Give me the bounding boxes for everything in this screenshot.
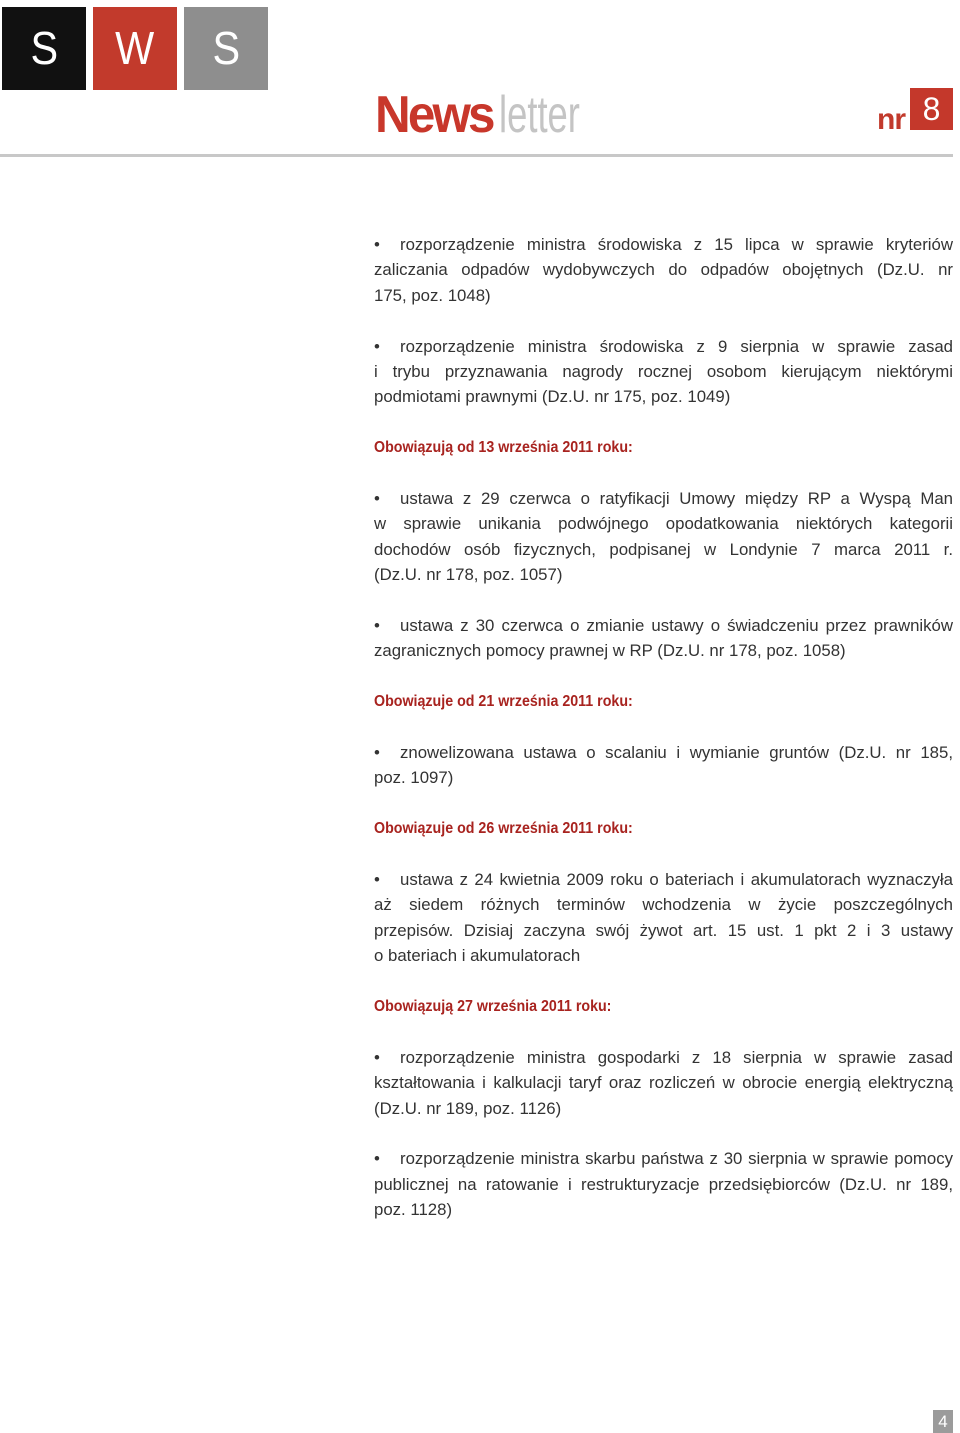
header-divider: [0, 154, 953, 157]
item-line: o bateriach i akumulatorach: [374, 946, 581, 966]
item-line: 175, poz. 1048): [374, 285, 491, 305]
item-line: w sprawie unikania podwójnego opodatkowania niektórych kategorii: [374, 514, 953, 534]
title-bold-part: News: [375, 86, 493, 144]
item-line: [374, 1045, 953, 1070]
item-line: aż siedem różnych terminów wchodzenia w życie poszczególnych: [374, 895, 953, 915]
item-line: kształtowania i kalkulacji taryf oraz rozliczeń w obrocie energią elektryczną: [374, 1073, 953, 1093]
logo-letter: S: [30, 22, 58, 74]
page-number: 4: [933, 1410, 953, 1433]
bullet-icon: [374, 232, 400, 257]
bullet-icon: [374, 613, 400, 638]
list-item: [374, 613, 953, 664]
list-item: [374, 1146, 953, 1222]
list-item: [374, 740, 953, 791]
item-text: rozporządzenie ministra środowiska z 15 lipca w sprawie kryteriów: [400, 235, 953, 254]
heading-text: Obowiązuje od 21 września 2011 roku:: [374, 693, 633, 711]
bullet-icon: [374, 1045, 400, 1070]
item-line: przepisów. Dzisiaj zaczyna swój żywot art. 15 ust. 1 pkt 2 i 3 ustawy: [374, 920, 953, 940]
logo-box-w: [93, 7, 177, 90]
item-line: zagranicznych pomocy prawnej w RP (Dz.U. nr 178, poz. 1058): [374, 641, 846, 661]
bullet-icon: [374, 867, 400, 892]
item-line: [374, 1146, 953, 1171]
issue-number-badge: 8: [910, 88, 953, 130]
item-line: poz. 1128): [374, 1200, 453, 1220]
item-line: zaliczania odpadów wydobywczych do odpadów obojętnych (Dz.U. nr: [374, 260, 953, 280]
list-item: [374, 232, 953, 308]
section-heading: [374, 689, 953, 714]
bullet-icon: [374, 334, 400, 359]
item-line: podmiotami prawnymi (Dz.U. nr 175, poz. 1049): [374, 387, 731, 407]
list-item: [374, 334, 953, 410]
section-heading: [374, 994, 953, 1019]
logo-box-s1: [2, 7, 86, 90]
item-text: ustawa z 24 kwietnia 2009 roku o bateriach i akumulatorach wyznaczyła: [400, 870, 953, 890]
issue-prefix: nr: [877, 103, 905, 136]
logo-letter: S: [212, 22, 240, 74]
item-text: rozporządzenie ministra środowiska z 9 sierpnia w sprawie zasad: [400, 336, 953, 356]
heading-text: Obowiązują od 13 września 2011 roku:: [374, 439, 633, 457]
item-line: publicznej na ratowanie i restrukturyzacje przedsiębiorców (Dz.U. nr 189,: [374, 1174, 953, 1194]
bullet-icon: [374, 740, 400, 765]
title-light-part: letter: [498, 86, 580, 144]
heading-text: Obowiązują 27 września 2011 roku:: [374, 998, 612, 1016]
item-line: [374, 740, 953, 765]
item-line: [374, 613, 953, 638]
heading-text: Obowiązuje od 26 września 2011 roku:: [374, 820, 633, 838]
item-text: znowelizowana ustawa o scalaniu i wymianie gruntów (Dz.U. nr 185,: [400, 743, 953, 763]
item-line: [374, 867, 953, 892]
logo-box-s2: [184, 7, 268, 90]
bullet-icon: [374, 1146, 400, 1171]
list-item: [374, 486, 953, 588]
item-text: ustawa z 30 czerwca o zmianie ustawy o świadczeniu przez prawników: [400, 616, 953, 636]
item-line: (Dz.U. nr 178, poz. 1057): [374, 565, 563, 585]
logo-letter: W: [115, 22, 155, 74]
item-line: [374, 334, 953, 359]
item-line: i trybu przyznawania nagrody rocznej osobom kierującym niektórymi: [374, 362, 953, 382]
item-line: dochodów osób fizycznych, podpisanej w Londynie 7 marca 2011 r.: [374, 539, 953, 559]
list-item: [374, 867, 953, 969]
section-heading: [374, 816, 953, 841]
article-body: [374, 232, 953, 1248]
item-text: ustawa z 29 czerwca o ratyfikacji Umowy między RP a Wyspą Man: [400, 489, 953, 509]
item-line: (Dz.U. nr 189, poz. 1126): [374, 1098, 562, 1118]
section-heading: [374, 435, 953, 460]
item-text: rozporządzenie ministra skarbu państwa z 30 sierpnia w sprawie pomocy: [400, 1149, 953, 1169]
newsletter-title: [375, 86, 614, 144]
item-line: [374, 486, 953, 511]
item-text: rozporządzenie ministra gospodarki z 18 sierpnia w sprawie zasad: [400, 1047, 953, 1067]
item-line: poz. 1097): [374, 768, 454, 788]
list-item: [374, 1045, 953, 1121]
item-line: [374, 232, 953, 257]
bullet-icon: [374, 486, 400, 511]
